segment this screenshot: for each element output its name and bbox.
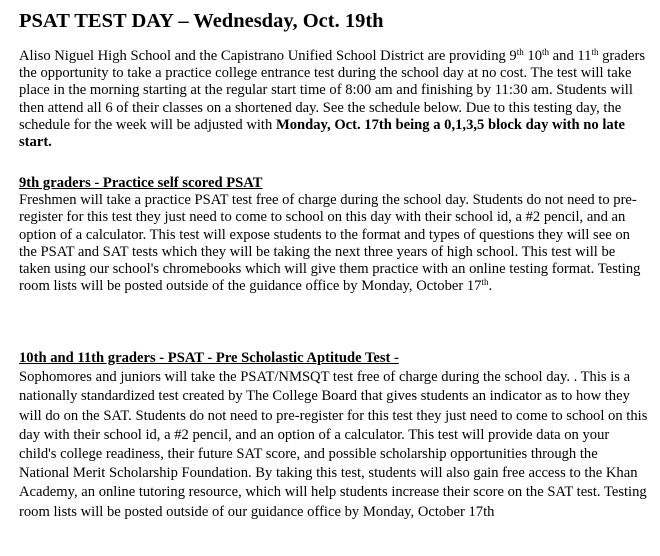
intro-text-2: 10 [523,48,542,64]
upperclass-heading: 10th and 11th graders - PSAT - Pre Scholastic Aptitude Test - [19,350,399,366]
intro-sup-3: th [591,47,599,57]
page-title: PSAT TEST DAY – Wednesday, Oct. 19th [19,10,384,32]
freshmen-paragraph [19,192,649,295]
freshmen-body: Freshmen will take a practice PSAT test free of charge during the school day. Students do not need to pre-register for this test they just need to come to school on this day with their school id, a #2 pencil, and an option of a calculator. This test will expose students to the format and types of questions they will see on the PSAT and SAT tests which they will be taking the next three years of high school. This test will be taken using our school's chromebooks which will give them practice with an online testing format. Testing room lists will be posted outside of the guidance office by Monday, October 17 [19,192,641,295]
freshmen-sup: th [481,277,489,288]
intro-paragraph [19,48,649,151]
intro-text-4: graders the opportunity to take a practice college entrance test during the school day at no cost. The test will take place in the morning starting at the regular start time of 8:00 am and finishing by 11:30 am. Students will then attend all 6 of their classes on a shortened day. See the schedule below. Due to this testing day, the schedule for the week will be adjusted with [19,48,646,133]
intro-bold-notice: Monday, Oct. 17th being a 0,1,3,5 block day with no late start. [19,116,626,151]
upperclass-body: Sophomores and juniors will take the PSAT/NMSQT test free of charge during the school day. . This is a nationally standardized test created by The College Board that gives students an indicator as to how they will do on the SAT. Students do not need to pre-register for this test they just need to come to school on this day with their school id, a #2 pencil, and an option of a calculator. This test will provide data on your child's college readiness, their future SAT score, and possible scholarship opportunities through the National Merit Scholarship Foundation. By taking this test, students will also gain free access to the Khan Academy, an online tutoring resource, which will help students increase their score on the SAT test. Testing room lists will be posted outside of our guidance office by Monday, October 17th [19,369,648,520]
intro-text-1: Aliso Niguel High School and the Capistrano Unified School District are providing 9 [19,48,517,64]
freshmen-heading: 9th graders - Practice self scored PSAT [19,175,263,191]
intro-sup-2: th [542,47,550,57]
freshmen-end: . [488,278,493,295]
intro-text-3: and 11 [549,48,592,64]
upperclass-section [19,349,649,522]
freshmen-section [19,175,649,295]
intro-sup-1: th [516,47,524,57]
